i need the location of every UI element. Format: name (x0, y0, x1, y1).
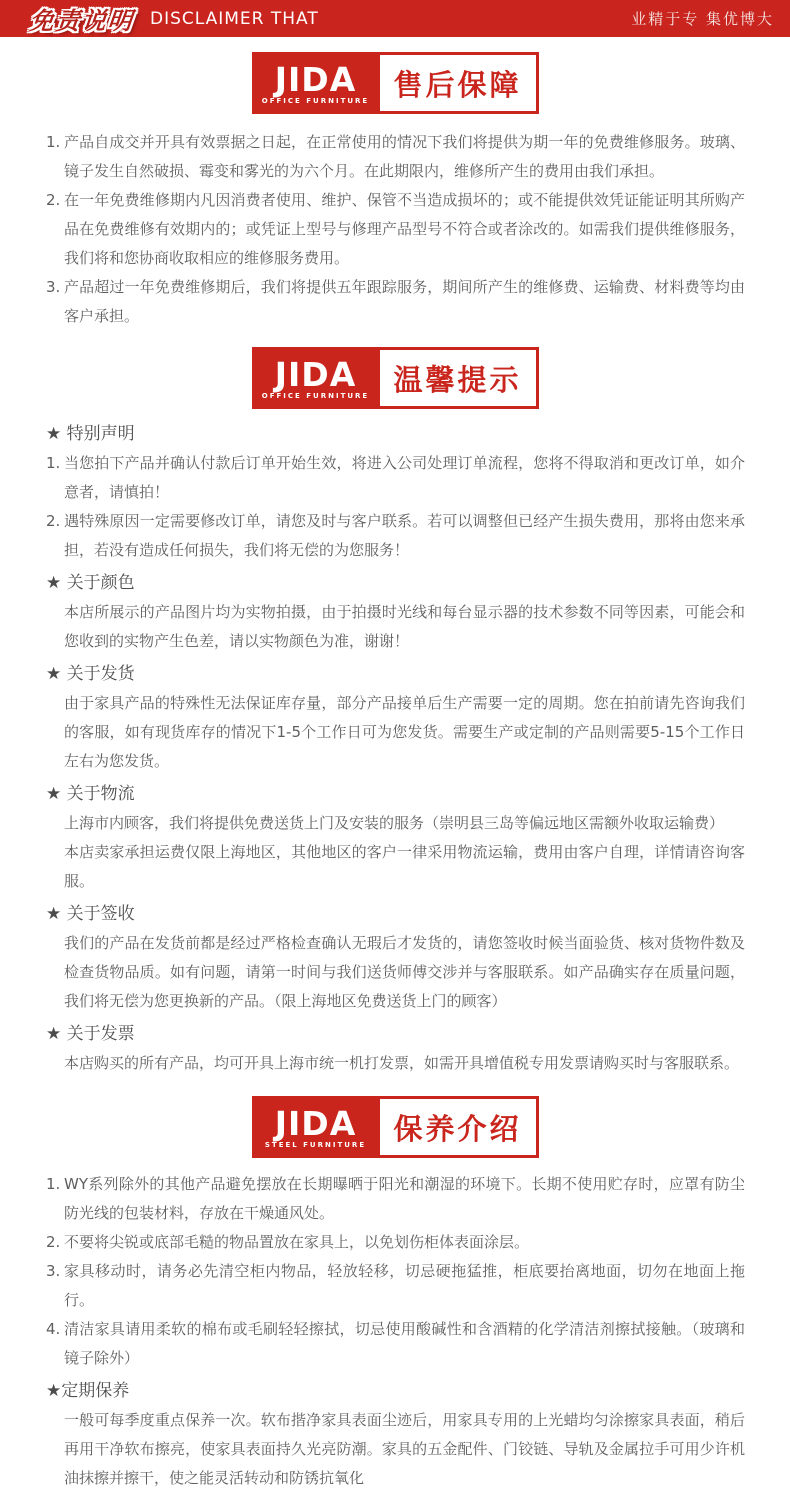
tip-about-receiving (46, 899, 745, 1016)
warm-tips-section (0, 419, 790, 1078)
after-sales-item-1: 产品自成交并开具有效票据之日起，在正常使用的情况下我们将提供为期一年的免费维修服务。玻璃、镜子发生自然破损、霉变和雾光的为六个月。在此期限内，维修所产生的费用由我们承担。 (64, 133, 745, 180)
tip-paragraph: 我们的产品在发货前都是经过严格检查确认无瑕后才发货的，请您签收时候当面验货、核对货物件数及检查货物品质。如有问题，请第一时间与我们送货师傅交涉并与客服联系。如产品确实存在质量问题，我们将无偿为您更换新的产品。（限上海地区免费送货上门的顾客） (64, 934, 745, 1010)
banner-maintenance (252, 1096, 539, 1158)
jida-logo-subtext: OFFICE FURNITURE (261, 97, 370, 105)
jida-logo-text: JIDA (274, 1104, 357, 1143)
special-statement-list (46, 449, 745, 565)
tip-paragraph: 本店购买的所有产品，均可开具上海市统一机打发票，如需开具增值税专用发票请购买时与客服联系。 (64, 1054, 740, 1072)
jida-logo (255, 55, 377, 111)
tip-about-color (46, 568, 745, 656)
jida-logo-subtext: STEEL FURNITURE (264, 1141, 367, 1149)
periodic-maintenance-paragraph: 一般可每季度重点保养一次。软布揩净家具表面尘迹后，用家具专用的上光蜡均匀涂擦家具表面，稍后再用干净软布擦亮，使家具表面持久光亮防潮。家具的五金配件、门铰链、导轨及金属拉手可用少许机油抹擦并擦干，使之能灵活转动和防锈抗氧化 (64, 1411, 745, 1487)
header-slogan: 业精于专 集优博大 (631, 10, 774, 28)
maintenance-item-3: 家具移动时，请务必先清空柜内物品，轻放轻移，切忌硬拖猛推，柜底要抬离地面，切勿在地面上拖行。 (64, 1262, 745, 1309)
after-sales-list (46, 128, 745, 331)
tip-heading: ★ 特别声明 (46, 424, 135, 444)
tip-heading: ★ 关于发票 (46, 1024, 135, 1044)
jida-logo-text: JIDA (274, 60, 357, 99)
maintenance-section (0, 1170, 790, 1493)
periodic-maintenance-heading: ★定期保养 (46, 1381, 130, 1401)
maintenance-item-2: 不要将尖锐或底部毛糙的物品置放在家具上，以免划伤柜体表面涂层。 (64, 1233, 530, 1251)
special-statement-item-1: 当您拍下产品并确认付款后订单开始生效，将进入公司处理订单流程，您将不得取消和更改订单，如介意者，请慎拍！ (64, 454, 745, 501)
banner-maintenance-title: 保养介绍 (380, 1099, 536, 1155)
tip-paragraph: 由于家具产品的特殊性无法保证库存量，部分产品接单后生产需要一定的周期。您在拍前请先咨询我们的客服，如有现货库存的情况下1-5个工作日可为您发货。需要生产或定制的产品则需要5-15个工作日左右为您发货。 (64, 694, 745, 770)
banner-warm-tips (252, 347, 539, 409)
header-bar (0, 0, 790, 37)
maintenance-item-1: WY系列除外的其他产品避免摆放在长期曝晒于阳光和潮湿的环境下。长期不使用贮存时，应罩有防尘防光线的包装材料，存放在干燥通风处。 (64, 1175, 745, 1222)
after-sales-item-2: 在一年免费维修期内凡因消费者使用、维护、保管不当造成损坏的；或不能提供效凭证能证明其所购产品在免费维修有效期内的；或凭证上型号与修理产品型号不符合或者涂改的。如需我们提供维修服务，我们将和您协商收取相应的维修服务费用。 (64, 191, 745, 267)
tip-paragraph: 本店卖家承担运费仅限上海地区，其他地区的客户一律采用物流运输，费用由客户自理，详情请咨询客服。 (64, 843, 745, 890)
tip-heading: ★ 关于签收 (46, 904, 135, 924)
banner-after-sales (252, 52, 539, 114)
banner-after-sales-title: 售后保障 (380, 55, 536, 111)
periodic-maintenance (46, 1376, 745, 1493)
maintenance-list (46, 1170, 745, 1373)
jida-logo-subtext: OFFICE FURNITURE (261, 392, 370, 400)
tip-paragraph: 上海市内顾客，我们将提供免费送货上门及安装的服务（崇明县三岛等偏远地区需额外收取运输费） (64, 814, 725, 832)
jida-logo (255, 350, 377, 406)
maintenance-item-4: 清洁家具请用柔软的棉布或毛刷轻轻擦拭，切忌使用酸碱性和含酒精的化学清洁剂擦拭接触。（玻璃和镜子除外） (64, 1320, 745, 1367)
tip-about-invoice (46, 1019, 745, 1078)
page-title: 免责说明 (28, 7, 136, 35)
after-sales-section (0, 128, 790, 331)
jida-logo (255, 1099, 377, 1155)
banner-warm-tips-title: 温馨提示 (380, 350, 536, 406)
tip-paragraph: 本店所展示的产品图片均为实物拍摄，由于拍摄时光线和每台显示器的技术参数不同等因素，可能会和您收到的实物产生色差，请以实物颜色为准，谢谢！ (64, 603, 745, 650)
tip-special-statement (46, 419, 745, 565)
tip-heading: ★ 关于物流 (46, 784, 135, 804)
page-subtitle: DISCLAIMER THAT (150, 8, 319, 29)
tip-heading: ★ 关于颜色 (46, 573, 135, 593)
jida-logo-text: JIDA (274, 355, 357, 394)
tip-heading: ★ 关于发货 (46, 664, 135, 684)
after-sales-item-3: 产品超过一年免费维修期后，我们将提供五年跟踪服务，期间所产生的维修费、运输费、材料费等均由客户承担。 (64, 278, 745, 325)
tip-about-shipping (46, 659, 745, 776)
special-statement-item-2: 遇特殊原因一定需要修改订单，请您及时与客户联系。若可以调整但已经产生损失费用，那将由您来承担，若没有造成任何损失，我们将无偿的为您服务！ (64, 512, 745, 559)
tip-about-logistics (46, 779, 745, 896)
